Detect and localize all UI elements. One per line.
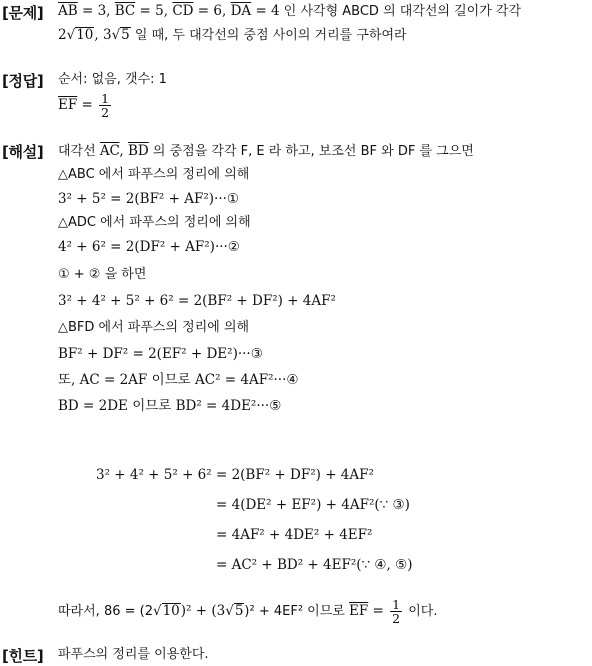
segment-ac: $\overline{AC}$ bbox=[99, 143, 120, 159]
solution-line-4: △ADC 에서 파푸스의 정리에 의해 bbox=[58, 215, 251, 230]
f-radicand-10: 10 bbox=[162, 603, 180, 619]
solution-label: [해설] bbox=[2, 143, 44, 161]
ab-value: = 3, bbox=[77, 3, 115, 19]
f-part-1: 따라서, 86 = (2 bbox=[58, 604, 153, 619]
f-radicand-5: 5 bbox=[234, 603, 244, 619]
problem-text-2: 일 때, 두 대각선의 중점 사이의 거리를 구하여라 bbox=[130, 28, 407, 43]
solution-line-7: 3² + 4² + 5² + 6² = 2(BF² + DF²) + 4AF² bbox=[58, 293, 336, 309]
answer-eq: = bbox=[77, 97, 98, 113]
f-num: 1 bbox=[392, 597, 401, 612]
radicand-5: 5 bbox=[121, 27, 130, 43]
f-part-4: 이다. bbox=[404, 604, 438, 619]
problem-text-1: 인 사각형 ABCD 의 대각선의 길이가 각각 bbox=[279, 4, 522, 19]
coef-2: 2 bbox=[58, 27, 67, 43]
bc-value: = 5, bbox=[135, 3, 173, 19]
answer-line-1: 순서: 없음, 갯수: 1 bbox=[58, 72, 167, 87]
answer-den: 2 bbox=[101, 105, 110, 120]
da-value: = 4 bbox=[251, 3, 280, 19]
f-fraction bbox=[390, 598, 402, 625]
problem-line-1 bbox=[58, 2, 521, 21]
s1-c: , bbox=[119, 143, 129, 159]
derivation-line-3: = 4AF² + 4DE² + 4EF² bbox=[216, 527, 373, 543]
solution-line-3: 3² + 5² = 2(BF² + AF²)···① bbox=[58, 191, 240, 207]
answer-fraction bbox=[99, 92, 111, 119]
f-part-2: )² + (3 bbox=[180, 603, 226, 619]
segment-cd: $\overline{CD}$ bbox=[172, 3, 194, 19]
segment-bc: $\overline{BC}$ bbox=[114, 3, 136, 19]
f-eq: = bbox=[368, 603, 389, 619]
segment-da: $\overline{DA}$ bbox=[230, 3, 252, 19]
answer-line-2 bbox=[58, 92, 113, 119]
f-part-3: )² + 4EF² 이므로 bbox=[244, 604, 349, 619]
solution-line-9: BF² + DF² = 2(EF² + DE²)···③ bbox=[58, 346, 263, 362]
f-den: 2 bbox=[392, 611, 401, 626]
answer-num: 1 bbox=[101, 91, 110, 106]
derivation-line-4: = AC² + BD² + 4EF²(∵ ④, ⑤) bbox=[216, 557, 413, 573]
solution-line-2: △ABC 에서 파푸스의 정리에 의해 bbox=[58, 167, 250, 182]
solution-line-5: 4² + 6² = 2(DF² + AF²)···② bbox=[58, 239, 240, 255]
solution-conclusion: 따라서, 86 = (2√10)² + (3√5)² + 4EF² 이므로 $\overline{EF}$ = $\frac{1}{2}$ 이다. bbox=[58, 597, 438, 626]
segment-ab: $\overline{AB}$ bbox=[58, 3, 78, 19]
radicand-10: 10 bbox=[76, 27, 94, 43]
solution-line-10: 또, AC = 2AF 이므로 AC² = 4AF²···④ bbox=[58, 372, 299, 388]
derivation-line-1: 3² + 4² + 5² + 6² = 2(BF² + DF²) + 4AF² bbox=[96, 467, 374, 483]
s1-a: 대각선 bbox=[58, 144, 100, 159]
answer-ef: $\overline{EF}$ bbox=[58, 97, 78, 113]
hint-text: 파푸스의 정리를 이용한다. bbox=[58, 647, 209, 662]
f-ef: $\overline{EF}$ bbox=[348, 603, 369, 619]
hint-label: [힌트] bbox=[2, 647, 44, 665]
problem-label: [문제] bbox=[2, 4, 44, 22]
cd-value: = 6, bbox=[193, 3, 231, 19]
s1-e: 의 중점을 각각 F, E 라 하고, 보조선 BF 와 DF 를 그으면 bbox=[148, 144, 474, 159]
coef-3: , 3 bbox=[94, 27, 112, 43]
problem-line-2: 2√10, 3√5 일 때, 두 대각선의 중점 사이의 거리를 구하여라 bbox=[58, 27, 407, 43]
segment-bd: $\overline{BD}$ bbox=[128, 143, 149, 159]
solution-line-6: ① + ② 을 하면 bbox=[58, 267, 147, 282]
solution-line-1 bbox=[58, 142, 474, 161]
solution-line-11: BD = 2DE 이므로 BD² = 4DE²···⑤ bbox=[58, 398, 282, 414]
answer-label: [정답] bbox=[2, 72, 44, 90]
derivation-line-2: = 4(DE² + EF²) + 4AF²(∵ ③) bbox=[216, 497, 410, 513]
solution-line-8: △BFD 에서 파푸스의 정리에 의해 bbox=[58, 320, 250, 335]
